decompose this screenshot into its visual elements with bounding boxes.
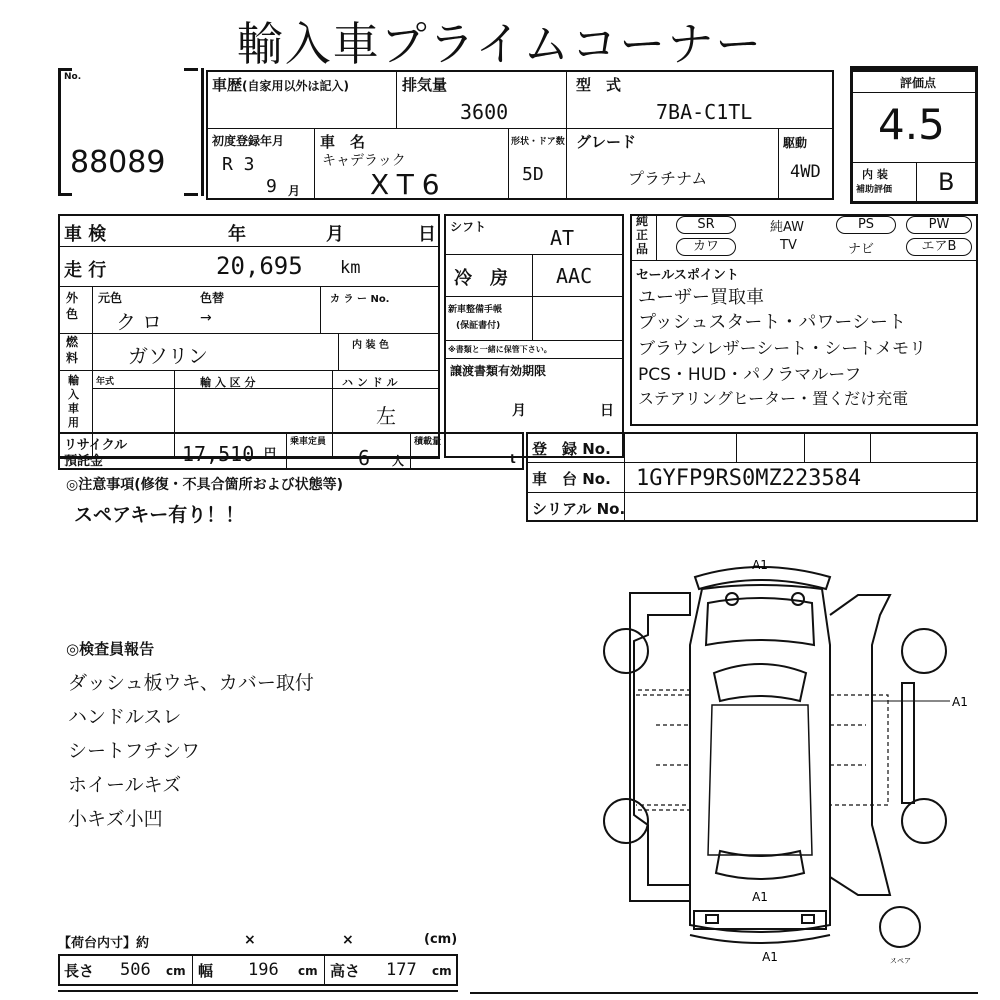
transfer-day: 日: [600, 403, 614, 419]
score-value: 4.5: [878, 100, 945, 149]
inspector-line-3: シートフチシワ: [68, 740, 201, 762]
displacement-label: 排気量: [402, 76, 448, 94]
cargo-height-unit: cm: [432, 964, 452, 978]
load-label: 積載量: [414, 437, 442, 447]
handle-label: ハ ン ド ル: [342, 376, 398, 389]
option-leather: カワ: [676, 238, 736, 256]
diagram-mark-front: A1: [752, 558, 768, 572]
drive-label: 駆動: [783, 136, 808, 150]
sales-point-5: ステアリングヒーター・置くだけ充電: [638, 389, 909, 408]
cargo-length-label: 長さ: [64, 962, 95, 980]
cargo-width-value: 196: [248, 960, 279, 980]
reg-no-label: 登 録 No.: [532, 440, 611, 458]
car-maker: キャデラック: [322, 153, 406, 169]
diagram-mark-rear: A1: [752, 890, 768, 904]
cargo-unit: (cm): [424, 932, 458, 947]
import-year-label: 年式: [96, 377, 115, 387]
sales-point-2: プッシュスタート・パワーシート: [638, 312, 907, 333]
first-reg-label: 初度登録年月: [212, 134, 285, 148]
inspection-label: 車 検: [64, 224, 107, 245]
exterior-color-side-label: 外色: [66, 291, 79, 321]
manual-note: ※書類と一緒に保管下さい。: [448, 345, 552, 354]
car-model: XT6: [370, 168, 448, 201]
sales-point-1: ユーザー買取車: [638, 287, 764, 308]
option-airbag: エアB: [906, 238, 972, 256]
transfer-label: 譲渡書類有効期限: [450, 364, 547, 378]
cargo-x2: ×: [342, 932, 354, 948]
interior-score-sub: 補助評価: [856, 185, 893, 195]
option-aw: 純AW: [770, 220, 805, 235]
ac-label: 冷 房: [454, 268, 508, 289]
capacity-value: 6: [358, 446, 371, 470]
inspection-year: 年: [228, 224, 246, 245]
recycle-value: 17,510: [182, 442, 255, 466]
fuel-value: ガソリン: [128, 344, 208, 368]
recycle-label: リサイクル: [64, 438, 128, 453]
doors-value: 5D: [522, 164, 544, 185]
sales-point-4: PCS・HUD・パノラマルーフ: [638, 365, 862, 385]
inspector-line-5: 小キズ小凹: [68, 808, 163, 830]
cargo-width-label: 幅: [198, 962, 214, 980]
history-label: 車歴(自家用以外は記入): [212, 76, 349, 94]
option-tv: TV: [780, 238, 797, 253]
inspection-month: 月: [326, 224, 344, 245]
shift-label: シフト: [450, 220, 487, 234]
car-damage-diagram: [590, 555, 1000, 975]
diagram-mark-side: A1: [952, 695, 968, 709]
drive-value: 4WD: [790, 162, 821, 182]
cargo-x1: ×: [244, 932, 256, 948]
model-code-value: 7BA-C1TL: [656, 100, 753, 124]
grade-label: グレード: [576, 133, 637, 151]
mileage-unit: km: [340, 258, 361, 278]
equipment-block: [444, 214, 624, 458]
cargo-length-unit: cm: [166, 964, 186, 978]
inspector-line-1: ダッシュ板ウキ、カバー取付: [68, 672, 314, 694]
cargo-height-value: 177: [386, 960, 417, 980]
option-navi: ナビ: [848, 242, 875, 257]
recycle-deposit-label: 預託金: [64, 454, 104, 469]
notes-label: ◎注意事項(修復・不具合箇所および状態等): [66, 477, 344, 493]
mileage-value: 20,695: [216, 252, 303, 280]
orig-color-label: 元色: [98, 291, 123, 305]
sales-point-3: ブラウンレザーシート・シートメモリ: [638, 339, 927, 359]
spare-label: スペア: [890, 957, 911, 965]
orig-color-value: クロ: [116, 310, 168, 334]
capacity-unit: 人: [392, 454, 405, 468]
capacity-label: 乗車定員: [290, 437, 327, 447]
notes-value: スペアキー有り！！: [74, 504, 245, 526]
change-color-label: 色替: [200, 291, 225, 305]
cargo-height-label: 高さ: [330, 962, 361, 980]
option-ps: PS: [836, 216, 896, 234]
car-name-label: 車 名: [320, 133, 366, 151]
recycle-unit: 円: [264, 446, 277, 460]
displacement-value: 3600: [460, 100, 509, 124]
grade-value: プラチナム: [628, 169, 708, 188]
cargo-length-value: 506: [120, 960, 151, 980]
first-reg-month: 9: [266, 176, 277, 197]
interior-score-value: B: [938, 168, 955, 196]
page-title: 輸入車プライムコーナー: [236, 17, 764, 71]
sales-points-label: セールスポイント: [636, 268, 739, 283]
mileage-label: 走 行: [64, 260, 107, 281]
interior-score-label: 内 装: [862, 168, 888, 181]
chassis-no-label: 車 台 No.: [532, 470, 611, 488]
ac-value: AAC: [556, 264, 593, 288]
cargo-width-unit: cm: [298, 964, 318, 978]
diagram-mark-bumper: A1: [762, 950, 778, 964]
shift-value: AT: [550, 226, 575, 250]
manual-warranty-label: (保証書付): [456, 321, 501, 331]
import-class-label: 輸 入 区 分: [200, 376, 256, 389]
color-change-arrow: →: [200, 310, 212, 326]
lot-no-label: No.: [64, 72, 82, 82]
load-unit: t: [510, 452, 516, 466]
inspector-label: ◎検査員報告: [66, 640, 155, 658]
chassis-no-value: 1GYFP9RS0MZ223584: [636, 466, 862, 491]
doors-label: 形状・ドア数: [511, 137, 565, 147]
option-pw: PW: [906, 216, 972, 234]
score-label: 評価点: [900, 76, 937, 90]
interior-color-label: 内 装 色: [352, 340, 389, 351]
inspector-line-4: ホイールキズ: [68, 774, 182, 796]
import-side-label: 輸入車用: [68, 374, 79, 429]
inspector-line-2: ハンドルスレ: [68, 706, 182, 728]
option-sr: SR: [676, 216, 736, 234]
cargo-label: 【荷台内寸】約: [58, 936, 150, 951]
lot-number: 88089: [70, 145, 166, 180]
transfer-month: 月: [512, 403, 526, 419]
inspection-day: 日: [418, 224, 436, 245]
serial-no-label: シリアル No.: [532, 500, 626, 518]
model-code-label: 型 式: [576, 76, 622, 94]
first-reg-era: R 3: [222, 154, 255, 175]
fuel-label: 燃料: [66, 335, 79, 365]
manual-label: 新車整備手帳: [448, 305, 503, 315]
first-reg-month-unit: 月: [288, 184, 301, 198]
handle-value: 左: [376, 404, 396, 428]
color-code-label: カ ラ ー No.: [330, 294, 390, 305]
genuine-label: 純正品: [636, 214, 649, 256]
